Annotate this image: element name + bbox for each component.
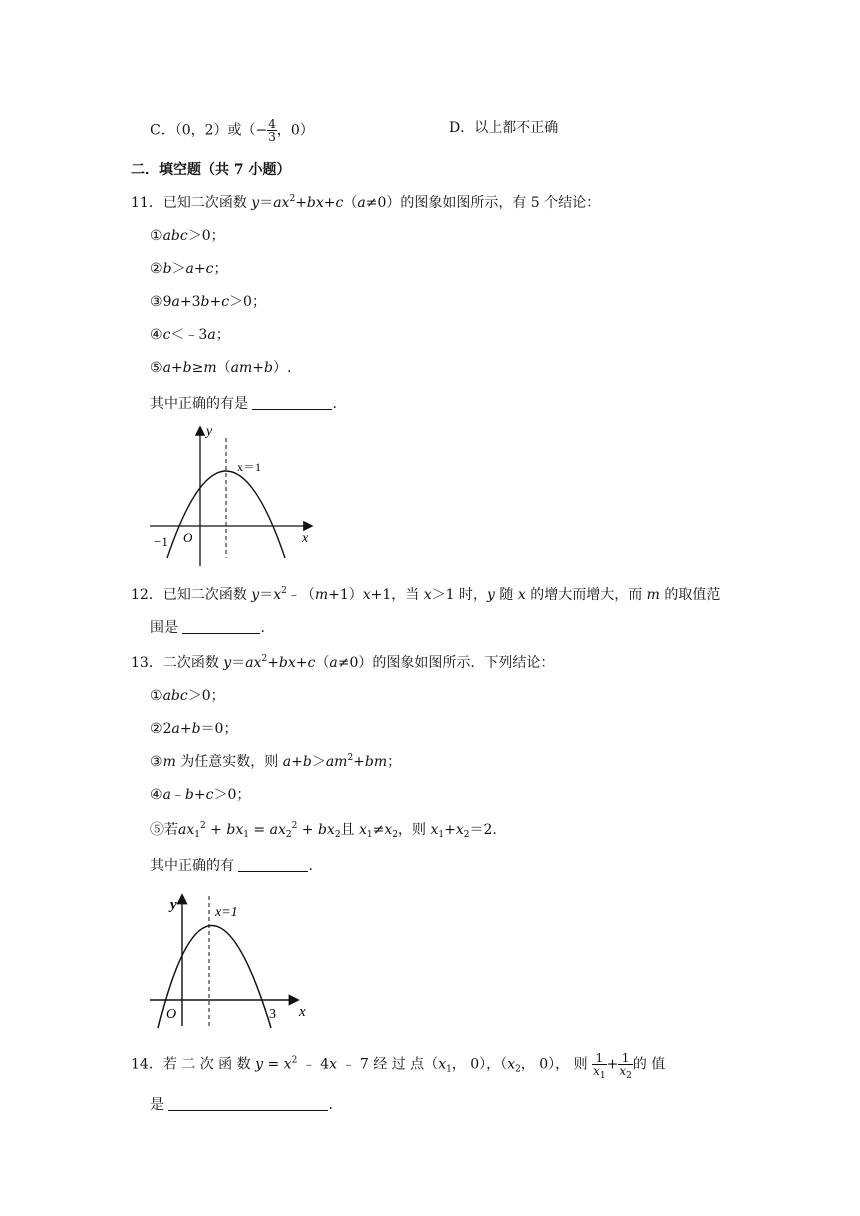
q11-answer: 其中正确的有是 . — [150, 396, 337, 412]
q10-option-c: C．（0，2）或（− $\frac{4}{3}$ ，0） — [150, 117, 314, 144]
q10-option-d: D．以上都不正确 — [449, 120, 559, 136]
q11-graph — [145, 418, 325, 576]
q14-stem: 14．若 二 次 函 数 $y = x^2$ ﹣ 4x ﹣ 7 经 过 点（$x_1$， 0），（$x_2$， 0）， 则 $\frac{1}{x_1}$ + $\frac{1}{x_2}$ 的 值 — [131, 1051, 666, 1081]
three-label: 3 — [269, 1007, 276, 1022]
origin-label: O — [183, 530, 193, 545]
q13-conclusion-3: ③m 为任意实数，则 $a+b>am^2+bm$； — [150, 753, 402, 770]
x-axis-label: x — [302, 531, 309, 546]
q13-conclusion-1: ①abc＞0； — [150, 688, 225, 704]
origin-label: O — [166, 1007, 177, 1022]
q11-stem: 11．已知二次函数 $y=ax^2+bx+c(a\ne 0)$的图象如图所示，有 5 个结论： — [131, 194, 601, 211]
fraction: $\frac{4}{3}$ — [268, 117, 276, 144]
y-axis-label: y — [170, 897, 177, 913]
q11-conclusion-5: ⑤a+b≥m（am+b）. — [150, 360, 292, 376]
q13-answer: 其中正确的有 . — [150, 858, 313, 874]
y-axis-label: y — [206, 424, 213, 439]
answer-blank[interactable] — [168, 1096, 328, 1111]
q13-graph — [145, 888, 320, 1033]
fraction-1: $\frac{1}{x_1}$ — [593, 1051, 606, 1081]
q11-conclusion-3: ③9a+3b+c＞0； — [150, 294, 266, 310]
x-axis-label: x — [299, 1004, 306, 1020]
answer-blank[interactable] — [252, 395, 332, 410]
q11-conclusion-4: ④c＜﹣3a； — [150, 327, 230, 343]
q12-answer: 围是 . — [150, 620, 265, 636]
q12-stem: 12．已知二次函数 $y=x^2﹣(m+1)x+1$，当 x＞1 时，y 随 x 的增大而增大，而 m 的取值范 — [131, 586, 721, 603]
q13-conclusion-4: ④a﹣b+c＞0； — [150, 787, 251, 803]
q14-answer: 是 . — [150, 1097, 333, 1113]
q13-conclusion-2: ②2a+b＝0； — [150, 721, 238, 737]
q13-conclusion-5: ⑤若$ax_1^2 + bx_1 = ax_2^2 + bx_2$且 $x_1\ne x_2$，则 $x_1+x_2=2$. — [150, 821, 497, 840]
q13-stem: 13．二次函数 $y=ax^2+bx+c(a\ne 0)$的图象如图所示．下列结论： — [131, 654, 555, 671]
fraction-2: $\frac{1}{x_2}$ — [619, 1051, 632, 1081]
answer-blank[interactable] — [238, 857, 308, 872]
q11-conclusion-1: ①abc＞0； — [150, 228, 225, 244]
neg-one-label: −1 — [154, 534, 168, 549]
q11-conclusion-2: ②b＞a+c； — [150, 261, 228, 277]
answer-blank[interactable] — [182, 619, 260, 634]
symmetry-label: x=1 — [215, 905, 238, 920]
section-title: 二．填空题（共 7 小题） — [131, 162, 291, 178]
symmetry-label: x＝1 — [237, 460, 262, 474]
